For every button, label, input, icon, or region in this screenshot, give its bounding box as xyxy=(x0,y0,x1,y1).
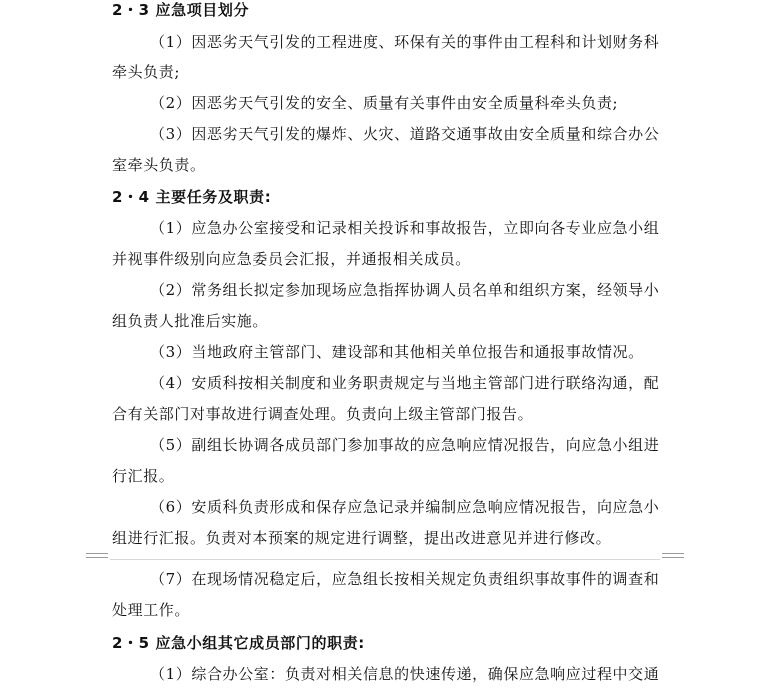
paragraph-line: 组进行汇报。负责对本预案的规定进行调整，提出改进意见并进行修改。 xyxy=(112,529,612,547)
page-corner-mark-right xyxy=(662,553,684,563)
page-break-rule xyxy=(110,559,660,560)
paragraph-line: 室牵头负责。 xyxy=(112,156,206,174)
paragraph-line: （2）常务组长拟定参加现场应急指挥协调人员名单和组织方案，经领导小 xyxy=(150,281,660,299)
paragraph-line: 处理工作。 xyxy=(112,601,191,619)
paragraph-line: 行汇报。 xyxy=(112,467,175,485)
heading-2-3: 2・3 应急项目划分 xyxy=(112,1,250,19)
heading-2-4: 2・4 主要任务及职责: xyxy=(112,188,272,206)
paragraph-line: （6）安质科负责形成和保存应急记录并编制应急响应情况报告，向应急小 xyxy=(150,498,660,516)
paragraph-line: 牵头负责; xyxy=(112,63,181,81)
paragraph-line: （7）在现场情况稳定后，应急组长按相关规定负责组织事故事件的调查和 xyxy=(150,570,660,588)
paragraph-line: （5）副组长协调各成员部门参加事故的应急响应情况报告，向应急小组进 xyxy=(150,436,660,454)
paragraph-line: （1）因恶劣天气引发的工程进度、环保有关的事件由工程科和计划财务科 xyxy=(150,33,660,51)
paragraph-line: （2）因恶劣天气引发的安全、质量有关事件由安全质量科牵头负责; xyxy=(150,94,619,112)
paragraph-line: （1）综合办公室：负责对相关信息的快速传递，确保应急响应过程中交通 xyxy=(150,665,660,683)
paragraph-line: （3）因恶劣天气引发的爆炸、火灾、道路交通事故由安全质量和综合办公 xyxy=(150,125,660,143)
paragraph-line: 并视事件级别向应急委员会汇报，并通报相关成员。 xyxy=(112,250,471,268)
paragraph-line: （1）应急办公室接受和记录相关投诉和事故报告，立即向各专业应急小组 xyxy=(150,219,660,237)
heading-2-5: 2・5 应急小组其它成员部门的职责: xyxy=(112,634,365,652)
page-break xyxy=(0,552,770,566)
paragraph-line: 组负责人批准后实施。 xyxy=(112,312,269,330)
paragraph-line: （4）安质科按相关制度和业务职责规定与当地主管部门进行联络沟通，配 xyxy=(150,374,660,392)
paragraph-line: （3）当地政府主管部门、建设部和其他相关单位报告和通报事故情况。 xyxy=(150,343,644,361)
paragraph-line: 合有关部门对事故进行调查处理。负责向上级主管部门报告。 xyxy=(112,405,534,423)
page-corner-mark-left xyxy=(86,553,108,563)
